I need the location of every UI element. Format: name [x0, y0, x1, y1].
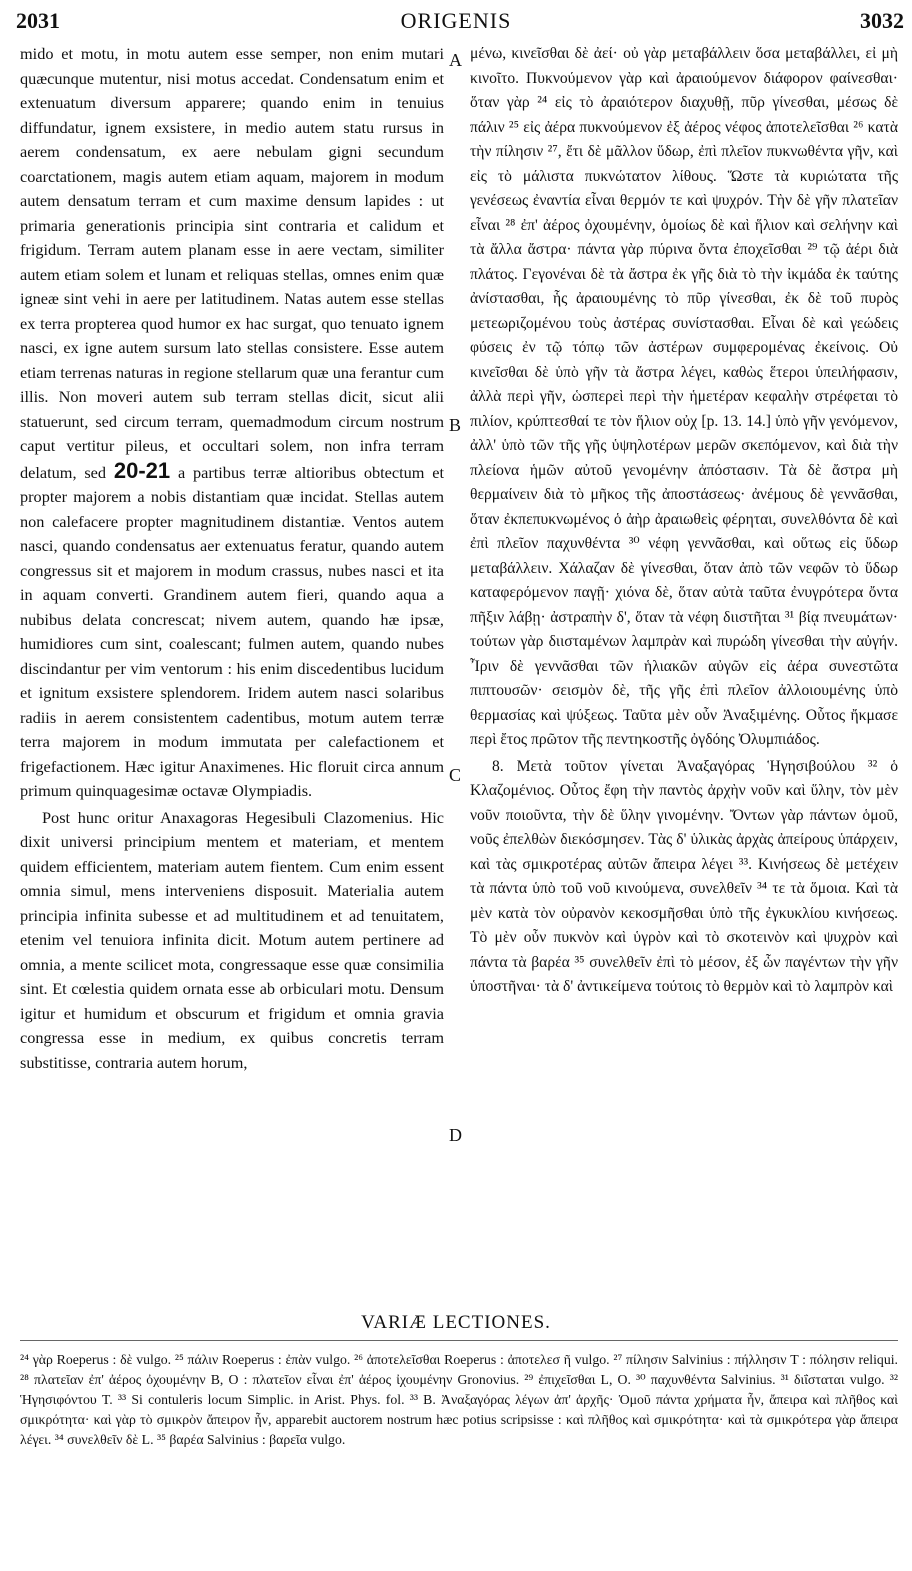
latin-paragraph: [20, 42, 444, 804]
latin-paragraph: Post hunc oritur Anaxagoras Hegesibuli Clazomenius. Hic dixit universi principium mentem et materiam, et mentem quidem efficientem, materiam autem fientem. Cum enim essent omnia simul, mens interveniens disposuit. Materialia autem principia infinita subesse et ad multitudinem et ad tenuitatem, etenim vel tenuiora infinita dicit. Motum autem pertinere ad omnia, a mente scilicet mota, congressaque esse quæ consimilia sint. Et cœlestia quidem ornata esse ab orbiculari motu. Densum igitur et humidum et obscurum et frigidum et omnia gravia congressa esse in medium, ex quibus concretis terram substitisse, contraria autem horum,: [20, 807, 444, 1072]
latin-text: mido et motu, in motu autem esse semper, non enim mutari quæcunque mutentur, nisi motus accedat. Condensatum enim et extenuatum diversum apparere; quando enim in tenuius diffundatur, ignem exsistere, in medio autem statu rursus in aerem condensatum, ex aere nebulam gigni secundum coarctationem, magis autem etiam aquam, majorem in modum autem densatum terram et cum maxime densum lapides : ut primaria generationis principia sint contraria et calidum et frigidum. Terram autem planam esse in aere vectam, similiter autem etiam solem et lunam et reliquas stellas, omnes enim quæ igneæ sint vehi in aere per latitudinem. Natas autem esse stellas ex terra propterea quod humor ex hac surgat, quo tenuato ignem nasci, ex igne autem sursum lato stellas consistere. Esse autem etiam terrenas naturas in regione stellarum quæ una ferantur cum illis. Non moveri autem sub terram stellas dicit, sicut alii statuerunt, sed circum terram, quemadmodum circum nostrum caput vertitur pileus, et occultari solem, non infra terram delatum, sed: [20, 44, 444, 482]
greek-paragraph: μένω, κινεῖσθαι δὲ ἀεί· οὐ γὰρ μεταβάλλειν ὅσα μεταβάλλει, εἰ μὴ κινοῖτο. Πυκνούμενον γὰρ καὶ ἀραιούμενον διάφορον φαίνεσθαι· ὅταν γὰρ ²⁴ εἰς τὸ ἀραιότερον διαχυθῇ, πῦρ γίνεσθαι, μέσως δὲ πάλιν ²⁵ εἰς ἀέρα πυκνούμενον ἐξ ἀέρος νέφος ἀποτελεῖσθαι ²⁶ κατὰ τὴν πίλησιν ²⁷, ἔτι δὲ μᾶλλον ὕδωρ, ἐπὶ πλεῖον πυκνωθέντα γῆν, καὶ εἰς τὸ μάλιστα πυκνώτατον λίθους. Ὥστε τὰ κυριώτατα τῆς γενέσεως ἐναντία εἶναι θερμόν τε καὶ ψυχρόν. Τὴν δὲ γῆν πλατεῖαν εἶναι ²⁸ ἐπ' ἀέρος ὀχουμένην, ὁμοίως δὲ καὶ ἥλιον καὶ σελήνην καὶ τὰ ἄλλα ἄστρα· πάντα γὰρ πύρινα ὄντα ἐποχεῖσθαι ²⁹ τῷ ἀέρι διὰ πλάτος. Γεγονέναι δὲ τὰ ἄστρα ἐκ γῆς διὰ τὸ τὴν ἰκμάδα ἐκ ταύτης ἀνίστασθαι, ἧς ἀραιουμένης τὸ πῦρ γίνεσθαι, ἐκ δὲ τοῦ πυρὸς μετεωριζομένου τοὺς ἀστέρας συνίστασθαι. Εἶναι δὲ καὶ γεώδεις φύσεις ἐν τῷ τόπῳ τῶν ἀστέρων συμφερομένας ἐκείνοις. Οὐ κινεῖσθαι δὲ ὑπὸ γῆν τὰ ἄστρα λέγει, καθὼς ἕτεροι ὑπειλήφασιν, ἀλλὰ περὶ γῆν, ὡσπερεὶ περὶ τὴν ἡμετέραν κεφαλὴν στρέφεται τὸ πιλίον, κρύπτεσθαί τε τὸν ἥλιον οὐχ [p. 13. 14.] ὑπὸ γῆν γενόμενον, ἀλλ' ὑπὸ τῶν τῆς γῆς ὑψηλοτέρων μερῶν σκεπόμενον, καὶ διὰ τὴν πλείονα ἡμῶν αὐτοῦ γενομένην ἀπόστασιν. Τὰ δὲ ἄστρα μὴ θερμαίνειν διὰ τὸ μῆκος τῆς ἀποστάσεως· ἀνέμους δὲ γεννᾶσθαι, ὅταν ἐκπεπυκνωμένος ὁ ἀὴρ ἀραιωθεὶς φέρηται, συνελθόντα δὲ καὶ ἐπὶ πλεῖον παχυνθέντα ³⁰ νέφη γεννᾶσθαι, καὶ οὕτως εἰς ὕδωρ μεταβάλλειν. Χάλαζαν δὲ γίνεσθαι, ὅταν ἀπὸ τῶν νεφῶν τὸ ὕδωρ καταφερόμενον παγῇ· χιόνα δὲ, ὅταν αὐτὰ ταῦτα ἐνυγρότερα ὄντα πῆξιν λάβῃ· ἀστραπὴν δ', ὅταν τὰ νέφη διιστῆται ³¹ βίᾳ πνευμάτων· τούτων γὰρ διισταμένων λαμπρὰν καὶ πυρώδη γίνεσθαι τὴν αὐγήν. Ἶριν δὲ γεννᾶσθαι τῶν ἡλιακῶν αὐγῶν εἰς ἀέρα συνεστῶτα πιπτουσῶν· σεισμὸν δὲ, τῆς γῆς ἐπὶ πλεῖον ἀλλοιουμένης ὑπὸ θερμασίας καὶ ψύξεως. Ταῦτα μὲν οὖν Ἀναξιμένης. Οὗτος ἤκμασε περὶ ἔτος πρῶτον τῆς πεντηκοστῆς ὀγδόης Ὀλυμπιάδος.: [470, 45, 898, 748]
divider: [20, 1340, 898, 1341]
margin-letter-b: B: [449, 415, 462, 435]
greek-paragraph: 8. Μετὰ τοῦτον γίνεται Ἀναξαγόρας Ἡγησιβούλου ³² ὁ Κλαζομένιος. Οὗτος ἔφη τὴν παντὸς ἀρχὴν νοῦν καὶ ὕλην, τὸν μὲν νοῦν ποιοῦντα, τὴν δὲ ὕλην γινομένην. Ὄντων γὰρ πάντων ὁμοῦ, νοῦς ἐπελθὼν διεκόσμησεν. Τὰς δ' ὑλικὰς ἀρχὰς ἀπείρους ὑπάρχειν, καὶ τὰς σμικροτέρας αὐτῶν ἄπειρα λέγει ³³. Κινήσεως δὲ μετέχειν τὰ πάντα ὑπὸ τοῦ νοῦ κινούμενα, συνελθεῖν ³⁴ τε τὰ ὅμοια. Καὶ τὰ μὲν κατὰ τὸν οὐρανὸν κεκοσμῆσθαι ὑπὸ τῆς ἐγκυκλίου κινήσεως. Τὸ μὲν οὖν πυκνὸν καὶ ὑγρὸν καὶ τὸ σκοτεινὸν καὶ ψυχρὸν καὶ πάντα τὰ βαρέα ³⁵ συνελθεῖν ἐπὶ τὸ μέσον, ἐξ ὧν παγέντων τὴν γῆν ὑποστῆναι· τὰ δ' ἀντικείμενα τούτοις τὸ θερμὸν καὶ τὸ λαμπρὸν καὶ: [470, 757, 898, 995]
latin-text: a partibus terræ altioribus obtectum et propter majorem a nobis distantiam quæ incidat. Stellas autem non calefacere propter magnitudinem distantiæ. Ventos autem nasci, quando condensatus aer extenuatus feratur, quando autem congressus sit et majorem in modum crassus, nubes nasci et ita in aquam converti. Grandinem autem fieri, quando aqua a nubibus delata concrescat; nivem autem, quando hæ ipsæ, humidiores cum sint, coalescant; fulmen autem, quando nubes discindantur per vim ventorum : his enim discedentibus lucidum et ignitum exsistere splendorem. Iridem autem nasci solaribus radiis in aerem consistentem cadentibus, motum autem terræ terra majorem in modum immutata per calefactionem et frigefactionem. Hæc igitur Anaximenes. Hic floruit circa annum primum quinquagesimæ octavæ Olympiadis.: [20, 462, 444, 800]
margin-letter-d: D: [449, 1125, 462, 1145]
running-title: ORIGENIS: [400, 8, 512, 33]
section-marker: 20-21: [113, 457, 171, 483]
greek-column: [470, 42, 898, 1000]
margin-letter-c: C: [449, 765, 462, 785]
variae-lectiones-notes: ²⁴ γὰρ Roeperus : δὲ vulgo. ²⁵ πάλιν Roeperus : ἐπὰν vulgo. ²⁶ ἀποτελεῖσθαι Roeperus : ἀποτελεσ ῆ vulgo. ²⁷ πίλησιν Salvinius : πήλλησιν T : πόλησιν reliqui. ²⁸ πλατεῖαν ἐπ' ἀέρος ὀχουμένην B, O : πλατεῖον εἶναι ἐπ' ἀέρος ἰχουμένην Gronovius. ²⁹ ἐπιχεῖσθαι L, O. ³⁰ παχυνθέντα Salvinius. ³¹ διΐσταται vulgo. ³² Ἡγησιφόντου T. ³³ Si contuleris locum Simplic. in Arist. Phys. fol. ³³ B. Ἀναξαγόρας λέγων ἀπ' ἀρχῆς· Ὁμοῦ πάντα χρήματα ἦν, ἄπειρα καὶ πλῆθος καὶ σμικρότητα· καὶ γὰρ τὸ σμικρὸν ἄπειρον ἦν, apparebit auctorem nostrum hæc potius scripsisse : καὶ πλῆθος καὶ σμικρότητα· καὶ τὰ σμικρότερα γὰρ ἄπειρα λέγει. ³⁴ συνελθεῖν δὲ L. ³⁵ βαρέα Salvinius : βαρεῖα vulgo.: [20, 1352, 898, 1447]
latin-column: [20, 42, 444, 1075]
page-number-right: 3032: [860, 8, 904, 33]
variae-lectiones-title: VARIÆ LECTIONES.: [361, 1312, 551, 1333]
page-header: [0, 4, 912, 38]
margin-letter-a: A: [449, 50, 462, 70]
page-number-left: 2031: [16, 8, 60, 33]
